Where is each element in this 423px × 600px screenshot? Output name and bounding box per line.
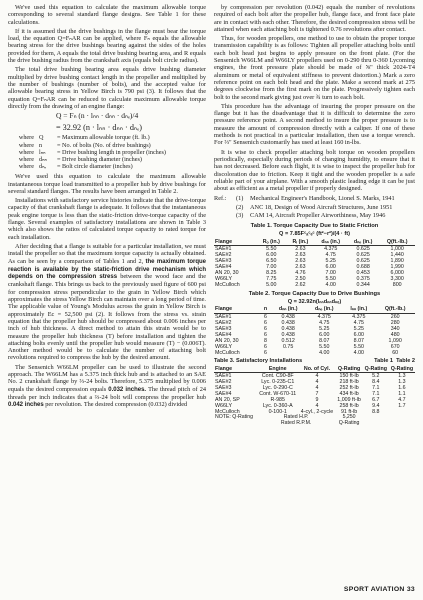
table-cell: 4-cyl., 2-cycle: [300, 409, 334, 416]
table-cell: 1,990: [390, 263, 404, 270]
table-cell: 7.1: [372, 390, 380, 397]
paragraph: Installations with satisfactory service histories indicate that the drive-torque capacity of that crankshaft flange is adequate. It follows that the instantaneous peak engine torque is less than the static-friction drive-torque capacity of the flange. Several examples of satisfactory installations are shown in Table 3 which also shows the ratios of calculated torque capacity to rated torque for each installation.: [8, 197, 206, 241]
table-cell: 3,300: [390, 276, 404, 283]
column-header: dₙₑ (in.): [306, 306, 342, 313]
table-row: [214, 282, 415, 288]
table-cell: 340: [390, 325, 400, 332]
reference-item: (2) ANC 18, Design of Wood Aircraft Structures, June 1951: [236, 203, 393, 211]
table-formula: Q = 32.92n(lₙₙdₙₙdₙₑ): [287, 298, 342, 305]
table-cell: SAE#2: [215, 251, 232, 258]
table-cell: AN 20, 30: [215, 337, 239, 344]
table-cell: 0.344: [356, 282, 370, 289]
table-cell: 4.00: [325, 282, 336, 289]
table-cell: 6.7: [372, 397, 380, 404]
table-cell: 8.07: [319, 337, 330, 344]
equation-line-2: = 32.92 (n · lₙₙ · dₙₙ · dₙₑ): [56, 122, 143, 132]
table-cell: 6: [264, 343, 267, 350]
table-cell: 4.75: [353, 319, 364, 326]
table-cell: 0.453: [356, 269, 370, 276]
table-cell: 1.6: [398, 384, 406, 391]
column-header: Rₒ (in.): [256, 239, 286, 246]
left-column: [8, 4, 206, 411]
table-cell: McCulloch: [215, 350, 240, 357]
table-cell: 800: [392, 282, 402, 289]
column-header: dₙₙ (in.): [314, 239, 347, 246]
table-cell: 0.688: [356, 263, 370, 270]
table-1: [214, 223, 415, 288]
table-cell: 1,890: [390, 257, 404, 264]
table-cell: 2.63: [295, 245, 306, 252]
table-cell: 0.438: [281, 325, 295, 332]
table-cell: 6.00: [266, 251, 277, 258]
reference-item: Ref.: (1) Mechanical Engineer's Handbook, Lionel S. Marks, 1941: [214, 195, 395, 203]
variable-definitions: [8, 134, 206, 170]
table-row: [214, 245, 415, 252]
variable-row: where n = No. of bolts (No. of drive bushings): [18, 141, 151, 149]
table-cell: 5.25: [319, 325, 330, 332]
table-cell: 5.2: [372, 372, 380, 379]
table-cell: Lyc. 0-360-A: [262, 403, 293, 410]
table-cell: 0.625: [356, 257, 370, 264]
table-cell: SAE#1: [215, 313, 232, 320]
paragraph: The Sensenich W66LM propeller can be used to illustrate the second approach. The W66LM has a 5.375 inch thick hub and is attached to an SAE No. 2 crankshaft flange by ⅔-24 bolts. Therefore, 5.375 multiplied by 0.006 equals the desired compression equals 0.032 inches. The thread pitch of 24 threads per inch indicates that a ⅔-24 bolt will compress the propeller hub 0.042 inches per revolution. The desired compression (0.032) divided: [8, 363, 207, 408]
table-cell: 4.00: [353, 350, 364, 357]
variable-row: where dₙₑ = Bolt circle diameter (inches): [18, 163, 133, 171]
table-cell: 5.25: [325, 257, 336, 264]
table-cell: 0.438: [281, 313, 295, 320]
table-cell: SAE#3: [215, 257, 232, 264]
column-header: n: [261, 306, 270, 313]
table-cell: 260: [390, 313, 400, 320]
table-cell: SAE#4: [215, 263, 232, 270]
table-cell: 7.00: [266, 263, 277, 270]
data-table: [214, 239, 415, 289]
table-cell: 0.625: [356, 251, 370, 258]
table-cell: 4.75: [325, 251, 336, 258]
table-cell: 60: [392, 350, 399, 357]
table-note-row: Rated R.P.M. Q-Rating: [280, 420, 360, 427]
paragraph: It is wise to check propeller attaching bolt torque on wooden propellers periodically, especially during periods of changing humidity, to ensure that it has not decreased. Before each flight, it is wise to inspect the propeller hub for discoloration due to friction. Keep it tight and the wooden propeller is a safe reliable part of your airplane. With a smooth plastic leading edge it can be just about as efficient as a metal propeller if properly designed.: [214, 148, 415, 193]
table-cell: 1.3: [398, 372, 406, 379]
table-title: Table 2. Torque Capacity Due to Drive Bushings: [248, 291, 381, 298]
column-header: Q-Rating: [364, 365, 387, 372]
column-header: No. of Cyl.: [299, 366, 336, 373]
table-cell: SAE#2: [215, 378, 232, 385]
table-cell: 1.1: [398, 390, 406, 397]
variable-row: where Q = Maximum allowable torque (ft. lb.): [18, 134, 150, 142]
table-note-row: NOTE: Q-Rating Rated H.P. 5,250: [215, 414, 356, 421]
table-cell: 5.00: [266, 282, 277, 289]
table-cell: 4.76: [295, 269, 306, 276]
table-cell: SAE#3: [215, 384, 232, 391]
table-header-line: [214, 358, 415, 364]
table-cell: 6.00: [325, 263, 336, 270]
table-cell: 4.375: [352, 313, 366, 320]
column-header: Q(ft.-lb.): [379, 239, 415, 246]
table-cell: 252 ft-lb: [339, 384, 359, 391]
paragraph: We've used this equation to calculate the maximum allowable instantaneous torque load transmitted to a propeller hub by drive bushings for several standard flanges. The results have been arranged in Table 2.: [8, 173, 206, 195]
table-row: [214, 313, 415, 320]
table-column-group: Table 1 Table 2: [374, 358, 415, 365]
table-cell: 4.375: [317, 313, 331, 320]
table-cell: 4.375: [324, 245, 338, 252]
table-cell: 7.1: [372, 384, 380, 391]
table-cell: 5.50: [325, 276, 336, 283]
table-cell: Lyc. 0-290-C: [262, 384, 293, 391]
table-cell: 8: [264, 337, 267, 344]
paragraph: After deciding that a flange is suitable for a particular installation, we must install the propeller so that the maximum torque capacity is actually obtained. As can be seen by a comparison of Tables 1 and 2, the maximum torque reaction is available by the static-friction drive mechanism which depends on the compression stress between the wood face and the crankshaft flange. This brings us back to the previously used figure of 600 psi for compression stress perpendicular to the grain in Yellow Birch which approximates the stress Yellow Birch can maintain over a long period of time. The applicable value of Young's Modulus across the grain in Yellow Birch is approximately Ec = 52,500 psi (2). It follows from the stress vs. strain equation that the propeller hub should be compressed about 0.006 inches per inch of hub thickness. A direct method to attain this strain would be to measure the propeller hub thickness (T) before installation and tighten the attaching bolts evenly until the propeller hub would measure (T) − (0.006T). Another method would be to calculate the number of attaching bolt revolutions required to compress the hub by the desired amount.: [8, 242, 206, 362]
table-cell: SAE#1: [215, 372, 232, 379]
column-header: lₙₙ (in.): [342, 306, 375, 313]
table-cell: 6: [264, 319, 267, 326]
table-cell: 150 ft-lb: [339, 372, 359, 379]
column-header: Q-Rating: [335, 366, 362, 373]
data-table: [214, 366, 415, 428]
column-header: Q(ft.-lb.): [375, 306, 415, 313]
equation-line-1: Q = Fₙ (n · lₙₙ · dₙₙ · dₙₑ)/4: [56, 111, 139, 121]
table-cell: 2.63: [295, 257, 306, 264]
paragraph: If it is assumed that the drive bushings in the flange must bear the torque load, the equation Q=FₙAR can be applied, where Fₙ equals the allowable bearing stress for the drive bushings bearing against the sides of the holes provided for them, A equals the total drive bushing bearing area, and R equals the drive bushing radius from the crankshaft axis (equals bolt circle radius).: [8, 27, 206, 65]
table-cell: 6.00: [353, 331, 364, 338]
table-cell: 0.512: [281, 337, 295, 344]
table-cell: 4.7: [398, 397, 406, 404]
table-cell: 4: [315, 378, 319, 385]
table-cell: 670: [390, 343, 400, 350]
table-row: [214, 372, 415, 379]
table-cell: 4: [315, 403, 319, 410]
column-header: Flange: [214, 306, 261, 313]
table-cell: 6.00: [319, 331, 330, 338]
table-cell: 0.438: [281, 319, 295, 326]
table-cell: 7.75: [266, 276, 277, 283]
table-2: [214, 291, 415, 356]
paragraph: by compression per revolution (0.042) equals the number of revolutions required of each bolt after the propeller hub, flange face, and front face plate are in contact with each other. Therefore, the desired compression stress will be attained when each attaching bolt is tightened 0.76 revolutions after contact.: [214, 4, 415, 33]
table-cell: 8.07: [353, 337, 364, 344]
table-cell: Cont. W-670-11: [259, 390, 297, 397]
table-cell: 258 ft-lb: [339, 403, 359, 410]
table-cell: 0.375: [356, 276, 370, 283]
table-cell: 2.63: [295, 251, 306, 258]
table-cell: 218 ft-lb: [339, 378, 359, 385]
table-title: Table 1. Torque Capacity Due to Static Friction: [250, 223, 379, 230]
table-cell: 6: [264, 350, 267, 357]
column-header: Engine: [257, 366, 299, 373]
table-cell: 1,440: [390, 251, 404, 258]
table-cell: 0.438: [281, 331, 295, 338]
paragraph: The total drive bushing bearing area equals drive bushing diameter multiplied by drive bushing contact length in the propeller and multiplied by the number of bushings (number of bolts), and the accepted value for allowable bearing stress in Yellow Birch is 790 psi (3). It follows that the equation Q=FₙAR can be reduced to calculate maximum allowable torque directly from the drawing of an engine flange:: [8, 66, 206, 110]
table-cell: [270, 350, 306, 356]
table-cell: W66LY: [215, 276, 232, 283]
column-header: Flange: [214, 366, 257, 373]
table-cell: 1,009 ft-lb: [337, 397, 361, 404]
column-header: dₙₙ (in.): [270, 306, 306, 313]
table-cell: 5.25: [353, 325, 364, 332]
table-formula: Q = 7.85Fᶜₐᶜₑᶜ (ft²−r²)/(4 · ft): [279, 231, 350, 238]
table-title: Table 3. Satisfactory Installations: [214, 358, 303, 365]
table-cell: 1.3: [398, 378, 406, 385]
table-cell: 7.00: [325, 269, 336, 276]
table-cell: 2.50: [295, 276, 306, 283]
table-cell: 0.75: [283, 343, 294, 350]
table-cell: 1,000: [390, 245, 404, 252]
table-cell: 91 ft-lb: [340, 409, 358, 416]
reference-item: (3) CAM 14, Aircraft Propeller Airworthiness, May 1946: [236, 212, 386, 220]
paragraph: We've used this equation to calculate the maximum allowable torque corresponding to several standard flange designs. See Table 1 for these calculations.: [8, 4, 206, 26]
references: [214, 195, 415, 219]
table-cell: 0.625: [356, 245, 370, 252]
column-header: dₙₑ (in.): [347, 239, 379, 246]
table-cell: SAE#2: [215, 319, 232, 326]
table-cell: SAE#1: [215, 245, 232, 252]
table-cell: 1,090: [388, 337, 402, 344]
table-cell: W66LY: [215, 343, 232, 350]
table-cell: 480: [390, 331, 400, 338]
column-header: Flange: [214, 239, 256, 246]
table-3: [214, 358, 415, 427]
table-cell: 9.4: [372, 403, 380, 410]
variable-row: where lₙₙ = Drive bushing length in propeller (inches): [18, 148, 166, 156]
column-header: Rᵢ (in.): [286, 239, 314, 246]
table-cell: 6,000: [390, 269, 404, 276]
table-cell: AN 20, 30: [215, 269, 239, 276]
table-cell: SAE#4: [215, 390, 232, 397]
table-cell: W66LY: [215, 403, 232, 410]
table-cell: 280: [390, 319, 400, 326]
paragraph: This procedure has the advantage of insuring the proper pressure on the flange but it has the disadvantage that it is difficult to determine the zero pressure reference point. A second method to insure the proper pressure is to measure the amount of compression directly with a caliper. If one of these methods is not practical in a particular installation, then use a torque wrench. For ⅔" Sensenich customarily has used at least 160 in-lbs.: [214, 102, 415, 147]
table-cell: Cont. C90-8F: [261, 372, 294, 379]
table-cell: SAE#3: [215, 325, 232, 332]
table-cell: 1.7: [398, 403, 406, 410]
variable-row: where dₙₙ = Drive bushing diameter (inches): [18, 155, 142, 163]
table-cell: 5.50: [319, 343, 330, 350]
table-cell: 6.50: [266, 257, 277, 264]
table-cell: 4.75: [319, 319, 330, 326]
table-cell: McCulloch: [215, 409, 240, 416]
table-cell: 5.50: [266, 245, 277, 252]
table-cell: 0-100-1: [268, 409, 287, 416]
table-cell: 8.25: [266, 269, 277, 276]
emphasis-text: the maximum torque reaction is available by the static-friction drive mechanism which depends on the compression stress: [8, 258, 206, 281]
table-cell: Lyc. 0-235-C1: [261, 378, 295, 385]
page-footer: SPORT AVIATION 33: [343, 586, 415, 594]
table-cell: 9: [315, 397, 319, 404]
right-column: [214, 4, 415, 427]
table-cell: 5.50: [353, 343, 364, 350]
column-header: Q-Rating: [390, 365, 414, 372]
data-table: [214, 306, 415, 356]
table-cell: 6: [264, 331, 267, 338]
table-cell: 4.00: [319, 350, 330, 357]
paragraph: Thus, for wooden propellers, one method to use to obtain the proper torque transmission capability is as follows: Tighten all propeller attaching bolts until each bolt head just begins to apply pressure on the front plate. (For the Sensenich W66LM and W66LY propellers used on 0-290 thru 0-360 Lycoming engines, the front pressure plate should be made of ⅝" thick 2024-T4 aluminum or metal of equivalent stiffness to prevent distortion.) Mark a zero reference point on each bolt head and the plate. Make a second mark at 275 degrees clockwise from the first mark on the plate. Progressively tighten each bolt to the second mark giving just over ¾ turn to each bolt.: [214, 35, 415, 101]
table-cell: 4: [315, 384, 319, 391]
table-cell: 6: [264, 325, 267, 332]
table-cell: 434 ft-lb: [339, 390, 359, 397]
table-cell: 2.62: [295, 282, 306, 289]
table-cell: AN 20, SP: [215, 397, 240, 404]
table-cell: 8.8: [372, 409, 380, 416]
table-cell: R-985: [270, 397, 285, 404]
table-cell: 4: [315, 372, 319, 379]
table-cell: 7: [315, 390, 319, 397]
table-row: [214, 350, 415, 356]
table-cell: 8.4: [372, 378, 380, 385]
table-cell: 2.63: [295, 263, 306, 270]
table-cell: 6: [264, 313, 267, 320]
table-cell: SAE#4: [215, 331, 232, 338]
table-cell: McCulloch: [215, 282, 240, 289]
